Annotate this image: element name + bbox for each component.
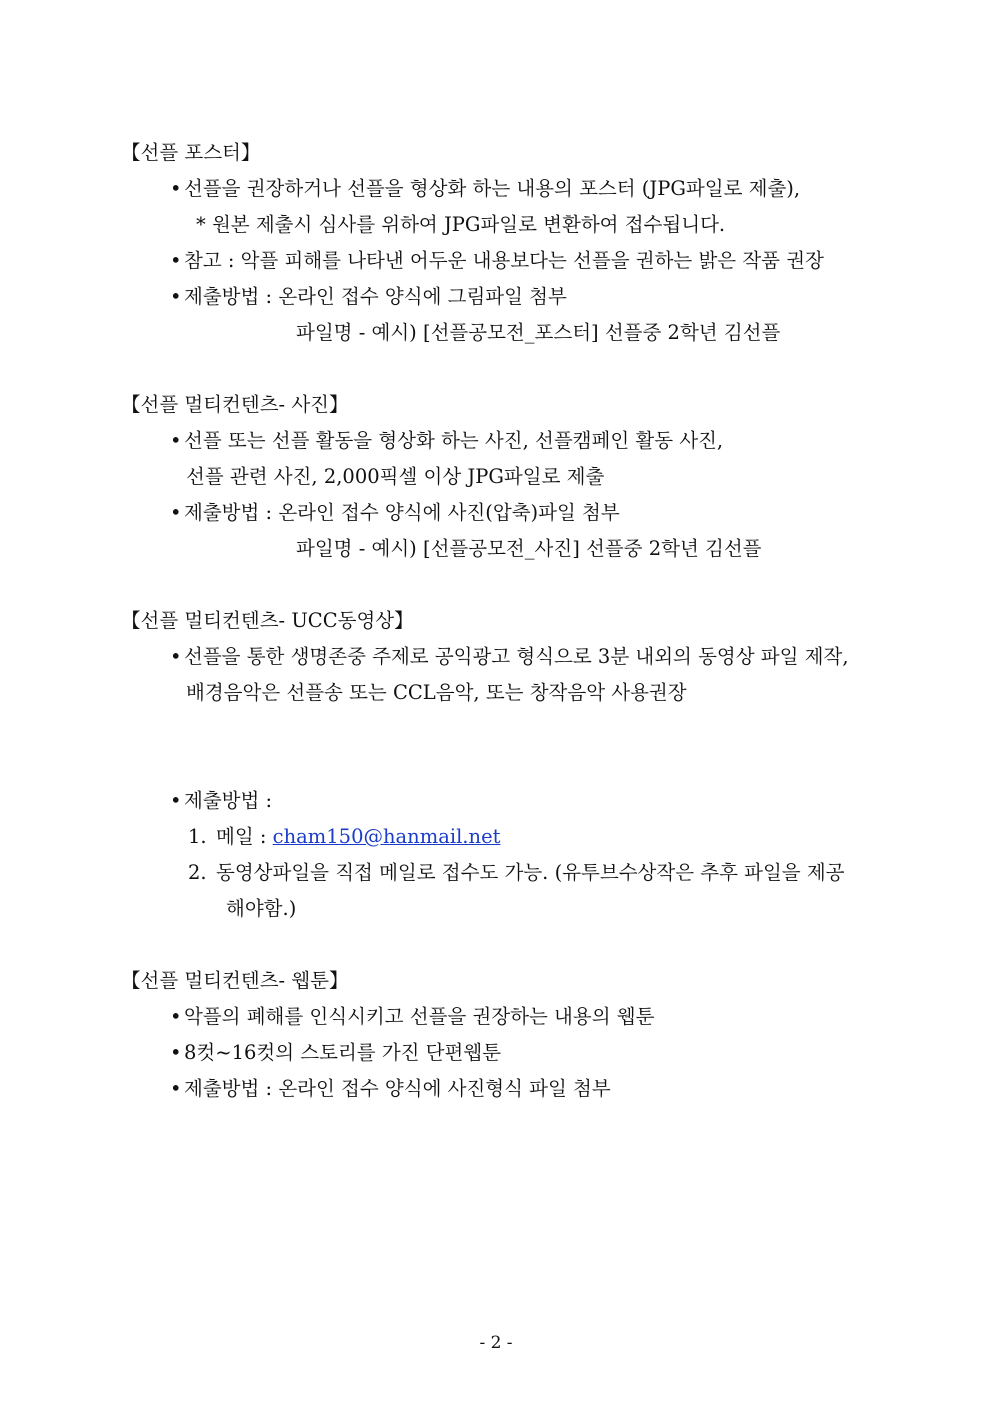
poster-line3: 제출방법 : 온라인 접수 양식에 그림파일 첨부 — [184, 285, 567, 308]
ucc-item2-text: 동영상파일을 직접 메일로 접수도 가능. (유투브수상작은 추후 파일을 제공 — [216, 861, 845, 884]
list-item — [170, 1077, 611, 1101]
photo-filename: 파일명 - 예시) [선플공모전_사진] 선플중 2학년 김선플 — [296, 537, 762, 560]
ucc-method-label: 제출방법 : — [184, 789, 273, 812]
list-item — [170, 249, 824, 273]
section-heading-webtoon: 【선플 멀티컨텐츠- 웹툰】 — [121, 969, 349, 992]
poster-note: * 원본 제출시 심사를 위하여 JPG파일로 변환하여 접수됩니다. — [196, 213, 726, 236]
list-item — [170, 429, 723, 453]
list-item — [170, 1005, 654, 1029]
list-item — [170, 789, 272, 813]
bullet: • — [170, 429, 182, 452]
bullet: • — [170, 1005, 182, 1028]
ucc-line1: 선플을 통한 생명존중 주제로 공익광고 형식으로 3분 내외의 동영상 파일 제작, — [184, 645, 849, 668]
list-item — [170, 1041, 501, 1065]
bullet: • — [170, 789, 182, 812]
bullet: • — [170, 1041, 182, 1064]
list-item — [170, 285, 567, 309]
bullet: • — [170, 249, 182, 272]
webtoon-line2: 8컷~16컷의 스토리를 가진 단편웹툰 — [184, 1041, 502, 1064]
section-heading-photo: 【선플 멀티컨텐츠- 사진】 — [121, 393, 349, 416]
bullet: • — [170, 1077, 182, 1100]
photo-line1-cont: 선플 관련 사진, 2,000픽셀 이상 JPG파일로 제출 — [186, 465, 605, 488]
email-link[interactable]: cham150@hanmail.net — [272, 825, 501, 848]
section-heading-poster: 【선플 포스터】 — [121, 141, 261, 164]
poster-line1: 선플을 권장하거나 선플을 형상화 하는 내용의 포스터 (JPG파일로 제출), — [184, 177, 801, 200]
webtoon-line3: 제출방법 : 온라인 접수 양식에 사진형식 파일 첨부 — [184, 1077, 611, 1100]
section-heading-ucc: 【선플 멀티컨텐츠- UCC동영상】 — [121, 609, 414, 632]
ucc-line1-cont: 배경음악은 선플송 또는 CCL음악, 또는 창작음악 사용권장 — [186, 681, 687, 704]
email-label: 메일 : — [216, 825, 273, 848]
item-number: 1. — [188, 825, 207, 848]
ucc-item2-cont: 해야함.) — [226, 897, 297, 920]
bullet: • — [170, 285, 182, 308]
bullet: • — [170, 645, 182, 668]
page-number: - 2 - — [479, 1333, 513, 1353]
item-number: 2. — [188, 861, 207, 884]
photo-line2: 제출방법 : 온라인 접수 양식에 사진(압축)파일 첨부 — [184, 501, 620, 524]
ucc-item1 — [188, 825, 500, 849]
list-item — [170, 177, 800, 201]
photo-line1: 선플 또는 선플 활동을 형상화 하는 사진, 선플캠페인 활동 사진, — [184, 429, 724, 452]
poster-filename: 파일명 - 예시) [선플공모전_포스터] 선플중 2학년 김선플 — [296, 321, 781, 344]
bullet: • — [170, 177, 182, 200]
list-item — [170, 501, 620, 525]
bullet: • — [170, 501, 182, 524]
poster-line2: 참고 : 악플 피해를 나타낸 어두운 내용보다는 선플을 권하는 밝은 작품 권장 — [184, 249, 824, 272]
webtoon-line1: 악플의 폐해를 인식시키고 선플을 권장하는 내용의 웹툰 — [184, 1005, 655, 1028]
ucc-item2 — [188, 861, 845, 885]
list-item — [170, 645, 849, 669]
